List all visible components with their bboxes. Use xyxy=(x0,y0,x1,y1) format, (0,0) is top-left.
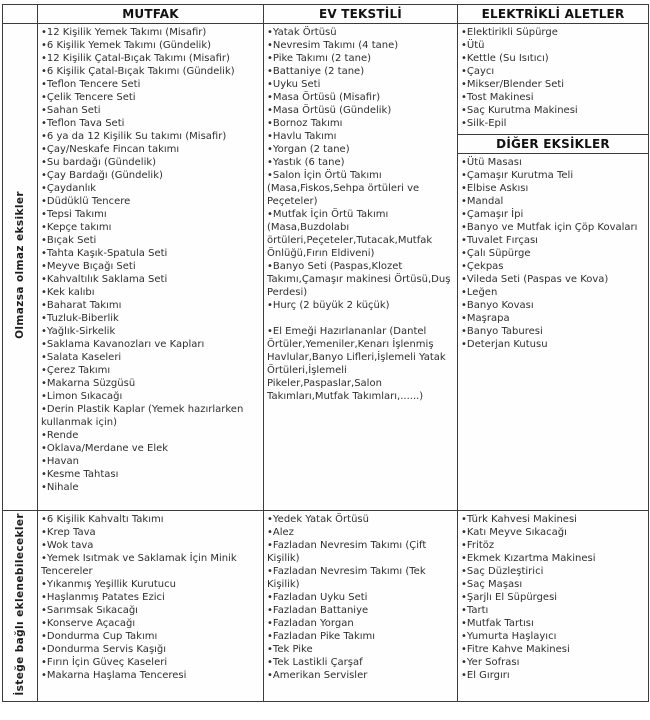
list-item: • 6 Kişilik Kahvaltı Takımı xyxy=(41,513,261,526)
list-item: • Makarna Haşlama Tenceresi xyxy=(41,669,261,682)
list-item: • Kahvaltılık Saklama Seti xyxy=(41,273,261,286)
list-item: • Nihale xyxy=(41,481,261,494)
list-item: • Ekmek Kızartma Makinesi xyxy=(461,552,646,565)
list-item: • Havlu Takımı xyxy=(267,130,455,143)
list-item: • Alez xyxy=(267,526,455,539)
list-item: • Silk-Epil xyxy=(461,117,646,130)
list-item: • Banyo Seti (Paspas,Klozet Takımı,Çamaşır makinesi Örtüsü,Duş Perdesi) xyxy=(267,260,455,299)
list-item: • Kepçe takımı xyxy=(41,221,261,234)
row-group-optional xyxy=(3,511,649,702)
list-item: • Amerikan Servisler xyxy=(267,669,455,682)
list-item: • Fazladan Battaniye xyxy=(267,604,455,617)
list-item: • Çamaşır İpi xyxy=(461,208,646,221)
list-must-have-elektrikli xyxy=(458,24,648,132)
list-item: • Mikser/Blender Seti xyxy=(461,78,646,91)
list-item: • El Emeği Hazırlananlar (Dantel Örtüler,Yemeniler,Kenarı İşlenmiş Havlular,Banyo Lifleri,İşlemeli Yatak Örtüleri,İşlemeli Pikeler,Paspaslar,Salon Takımları,Mutfak Takımları,......) xyxy=(267,325,455,403)
list-item: • Meyve Bıçağı Seti xyxy=(41,260,261,273)
list-item: • Çamaşır Kurutma Teli xyxy=(461,169,646,182)
list-item: • Mutfak Tartısı xyxy=(461,617,646,630)
list-item: • Ütü xyxy=(461,39,646,52)
list-item: • Ütü Masası xyxy=(461,156,646,169)
list-item: • Uyku Seti xyxy=(267,78,455,91)
list-item: • 6 Kişilik Çatal-Bıçak Takımı (Gündelik) xyxy=(41,65,261,78)
list-item: • Tuzluk-Biberlik xyxy=(41,312,261,325)
row-group-label-must-have xyxy=(3,24,38,511)
list-item: • Kettle (Su Isıtıcı) xyxy=(461,52,646,65)
list-item: • Nevresim Takımı (4 tane) xyxy=(267,39,455,52)
list-item: • Saç Düzleştirici xyxy=(461,565,646,578)
list-item: • Fazladan Pike Takımı xyxy=(267,630,455,643)
list-item: • Masa Örtüsü (Misafir) xyxy=(267,91,455,104)
list-item: • Türk Kahvesi Makinesi xyxy=(461,513,646,526)
list-item: • 6 Kişilik Yemek Takımı (Gündelik) xyxy=(41,39,261,52)
list-item: • Vileda Seti (Paspas ve Kova) xyxy=(461,273,646,286)
list-item: • Bornoz Takımı xyxy=(267,117,455,130)
cell-must-have-elektrikli xyxy=(458,24,649,511)
list-item: • Teflon Tava Seti xyxy=(41,117,261,130)
sub-header-diger-eksikler: DİĞER EKSİKLER xyxy=(458,134,648,154)
list-item: • Yumurta Haşlayıcı xyxy=(461,630,646,643)
dowry-checklist-table xyxy=(2,4,649,702)
list-item: • Çelik Tencere Seti xyxy=(41,91,261,104)
column-header-elektrikli-aletler: ELEKTRİKLİ ALETLER xyxy=(458,5,649,24)
list-item: • Kek kalıbı xyxy=(41,286,261,299)
list-item: • Yemek Isıtmak ve Saklamak İçin Minik Tencereler xyxy=(41,552,261,578)
corner-cell xyxy=(3,5,38,24)
list-item: • Su bardağı (Gündelik) xyxy=(41,156,261,169)
row-group-must-have xyxy=(3,24,649,511)
list-item: • Tahta Kaşık-Spatula Seti xyxy=(41,247,261,260)
list-item: • Fazladan Yorgan xyxy=(267,617,455,630)
cell-optional-mutfak xyxy=(38,511,264,702)
list-item: • Leğen xyxy=(461,286,646,299)
list-item: • Tek Lastikli Çarşaf xyxy=(267,656,455,669)
list-item: • Tost Makinesi xyxy=(461,91,646,104)
list-optional-elektrikli xyxy=(458,511,648,684)
row-group-label-text: Olmazsa olmaz eksikler xyxy=(14,191,26,339)
list-item: • Battaniye (2 tane) xyxy=(267,65,455,78)
list-item: • Çay Bardağı (Gündelik) xyxy=(41,169,261,182)
list-optional-ev-tekstili xyxy=(264,511,457,684)
list-item: • Sahan Seti xyxy=(41,104,261,117)
list-item: • Fırın İçin Güveç Kaseleri xyxy=(41,656,261,669)
list-item: • 12 Kişilik Yemek Takımı (Misafir) xyxy=(41,26,261,39)
list-item: • Çaydanlık xyxy=(41,182,261,195)
list-item: • Saklama Kavanozları ve Kapları xyxy=(41,338,261,351)
list-item: • Çay/Neskafe Fincan takımı xyxy=(41,143,261,156)
list-optional-mutfak xyxy=(38,511,263,684)
list-item: • El Gırgırı xyxy=(461,669,646,682)
list-item xyxy=(267,312,455,325)
list-item: • Yer Sofrası xyxy=(461,656,646,669)
list-item: • Yatak Örtüsü xyxy=(267,26,455,39)
list-item: • Yastık (6 tane) xyxy=(267,156,455,169)
row-group-label-optional xyxy=(3,511,38,702)
list-item: • Tuvalet Fırçası xyxy=(461,234,646,247)
list-diger-eksikler xyxy=(458,154,648,353)
list-item: • Elektirikli Süpürge xyxy=(461,26,646,39)
list-item: • Çaycı xyxy=(461,65,646,78)
list-item: • Banyo Taburesi xyxy=(461,325,646,338)
list-item: • Saç Maşası xyxy=(461,578,646,591)
list-item: • Tartı xyxy=(461,604,646,617)
list-item: • Dondurma Servis Kaşığı xyxy=(41,643,261,656)
list-item: • Banyo ve Mutfak için Çöp Kovaları xyxy=(461,221,646,234)
list-item: • Konserve Açacağı xyxy=(41,617,261,630)
list-item: • Dondurma Cup Takımı xyxy=(41,630,261,643)
header-row xyxy=(3,5,649,24)
list-item: • Masa Örtüsü (Gündelik) xyxy=(267,104,455,117)
list-item: • Wok tava xyxy=(41,539,261,552)
list-item: • Çalı Süpürge xyxy=(461,247,646,260)
list-item: • Elbise Askısı xyxy=(461,182,646,195)
list-item: • Fazladan Uyku Seti xyxy=(267,591,455,604)
list-item: • Fitre Kahve Makinesi xyxy=(461,643,646,656)
list-item: • Fazladan Nevresim Takımı (Tek Kişilik) xyxy=(267,565,455,591)
list-item: • Çekpas xyxy=(461,260,646,273)
list-item: • Rende xyxy=(41,429,261,442)
list-item: • Yağlık-Sirkelik xyxy=(41,325,261,338)
column-header-ev-tekstili: EV TEKSTİLİ xyxy=(264,5,458,24)
list-item: • 12 Kişilik Çatal-Bıçak Takımı (Misafir) xyxy=(41,52,261,65)
list-item: • Yorgan (2 tane) xyxy=(267,143,455,156)
list-item: • Tepsi Takımı xyxy=(41,208,261,221)
list-item: • Bıçak Seti xyxy=(41,234,261,247)
list-item: • 6 ya da 12 Kişilik Su takımı (Misafir) xyxy=(41,130,261,143)
list-item: • Mutfak İçin Örtü Takımı (Masa,Buzdolabı örtüleri,Peçeteler,Tutacak,Mutfak Önlüğü,Fırın Eldiveni) xyxy=(267,208,455,260)
list-item: • Şarjlı El Süpürgesi xyxy=(461,591,646,604)
list-item: • Deterjan Kutusu xyxy=(461,338,646,351)
list-item: • Sarımsak Sıkacağı xyxy=(41,604,261,617)
list-item: • Pike Takımı (2 tane) xyxy=(267,52,455,65)
list-item: • Salon İçin Örtü Takımı (Masa,Fiskos,Sehpa örtüleri ve Peçeteler) xyxy=(267,169,455,208)
cell-must-have-mutfak xyxy=(38,24,264,511)
list-item: • Haşlanmış Patates Ezici xyxy=(41,591,261,604)
cell-optional-elektrikli xyxy=(458,511,649,702)
list-item: • Yıkanmış Yeşillik Kurutucu xyxy=(41,578,261,591)
list-item: • Banyo Kovası xyxy=(461,299,646,312)
list-item: • Oklava/Merdane ve Elek xyxy=(41,442,261,455)
list-item: • Baharat Takımı xyxy=(41,299,261,312)
cell-must-have-ev-tekstili xyxy=(264,24,458,511)
list-item: • Hurç (2 büyük 2 küçük) xyxy=(267,299,455,312)
list-item: • Kesme Tahtası xyxy=(41,468,261,481)
list-item: • Krep Tava xyxy=(41,526,261,539)
list-item: • Derin Plastik Kaplar (Yemek hazırlarken kullanmak için) xyxy=(41,403,261,429)
cell-optional-ev-tekstili xyxy=(264,511,458,702)
list-item: • Makarna Süzgüsü xyxy=(41,377,261,390)
list-item: • Limon Sıkacağı xyxy=(41,390,261,403)
list-item: • Teflon Tencere Seti xyxy=(41,78,261,91)
list-item: • Katı Meyve Sıkacağı xyxy=(461,526,646,539)
list-item: • Mandal xyxy=(461,195,646,208)
list-item: • Çerez Takımı xyxy=(41,364,261,377)
list-item: • Yedek Yatak Örtüsü xyxy=(267,513,455,526)
list-must-have-ev-tekstili xyxy=(264,24,457,405)
list-item: • Fritöz xyxy=(461,539,646,552)
list-item: • Saç Kurutma Makinesi xyxy=(461,104,646,117)
row-group-label-text: İsteğe bağlı eklenebilecekler xyxy=(14,512,26,696)
list-item: • Salata Kaseleri xyxy=(41,351,261,364)
list-item: • Düdüklü Tencere xyxy=(41,195,261,208)
list-item: • Fazladan Nevresim Takımı (Çift Kişilik) xyxy=(267,539,455,565)
list-item: • Havan xyxy=(41,455,261,468)
list-must-have-mutfak xyxy=(38,24,263,496)
list-item: • Tek Pike xyxy=(267,643,455,656)
list-item: • Maşrapa xyxy=(461,312,646,325)
column-header-mutfak: MUTFAK xyxy=(38,5,264,24)
